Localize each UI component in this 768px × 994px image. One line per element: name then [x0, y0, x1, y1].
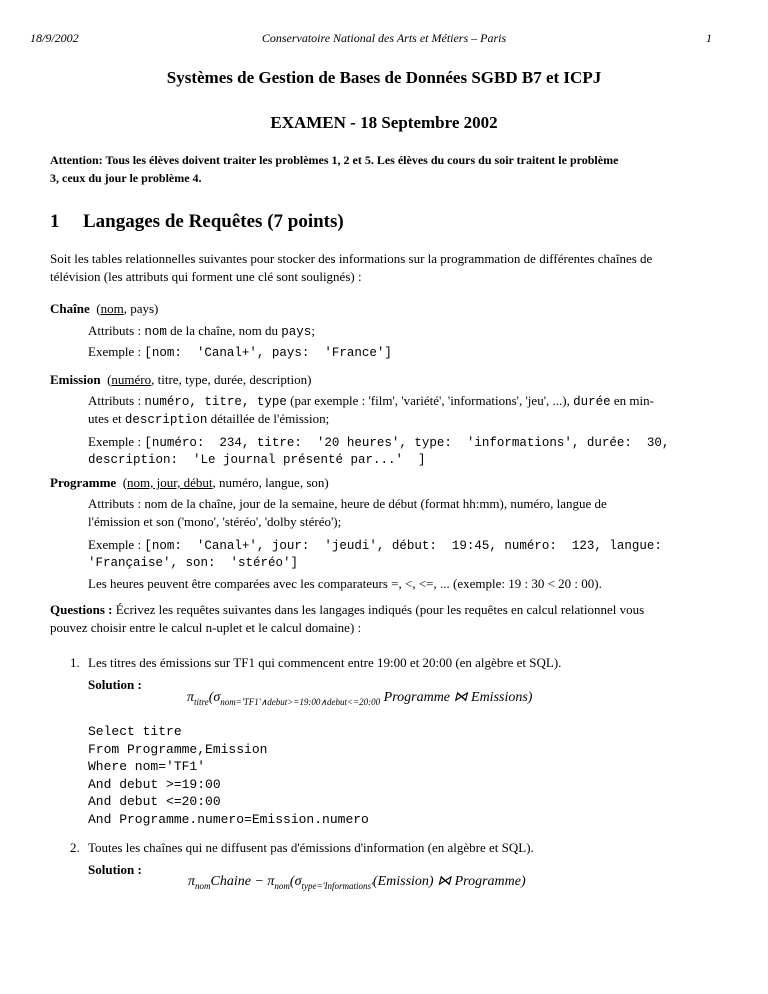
table-chaine-example: Exemple : [nom: 'Canal+', pays: 'France']: [88, 344, 392, 360]
table-columns: , titre, type, durée, description): [151, 372, 312, 387]
attention-line-1: Attention: Tous les élèves doivent traiter les problèmes 1, 2 et 5. Les élèves du cours du soir traitent le problème: [50, 153, 619, 167]
exam-subtitle: EXAMEN - 18 Septembre 2002: [270, 113, 498, 132]
attention-line-2: 3, ceux du jour le problème 4.: [50, 171, 202, 185]
header-page-number: 1: [706, 31, 712, 45]
table-emission-schema: Emission (numéro, titre, type, durée, description): [50, 372, 312, 387]
questions-intro-2: pouvez choisir entre le calcul n-uplet et le calcul domaine) :: [50, 620, 362, 635]
table-columns: , numéro, langue, son): [212, 475, 329, 490]
document-title: Systèmes de Gestion de Bases de Données SGBD B7 et ICPJ: [166, 68, 602, 87]
table-name: Chaîne: [50, 301, 90, 316]
question-2-number: 2.: [70, 840, 80, 855]
section-title: Langages de Requêtes (7 points): [83, 211, 344, 232]
header-institution: Conservatoire National des Arts et Métiers – Paris: [261, 31, 507, 45]
table-programme-note: Les heures peuvent être comparées avec les comparateurs =, <, <=, ... (exemple: 19 : 30 < 20 : 00).: [88, 576, 602, 591]
question-1-sql: Select titre From Programme,Emission Where nom='TF1' And debut >=19:00 And debut <=20:00 And Programme.numero=Emission.numero: [88, 724, 369, 827]
table-chaine-attributes: Attributs : nom de la chaîne, nom du pays;: [88, 323, 315, 339]
table-key: numéro: [111, 372, 152, 387]
table-columns: , pays): [123, 301, 159, 316]
table-key: nom: [100, 301, 124, 316]
table-emission-example-1: Exemple : [numéro: 234, titre: '20 heures', type: 'informations', durée: 30,: [88, 434, 670, 450]
table-programme-attributes-2: l'émission et son ('mono', 'stéréo', 'dolby stéréo');: [88, 514, 342, 529]
question-1-solution-label: Solution :: [88, 677, 142, 692]
question-2-solution-label: Solution :: [88, 862, 142, 877]
table-programme-schema: Programme (nom, jour, début, numéro, langue, son): [50, 475, 329, 490]
table-programme-example-1: Exemple : [nom: 'Canal+', jour: 'jeudi', début: 19:45, numéro: 123, langue:: [88, 537, 662, 553]
question-1-algebra: $\pi_{titre}(\sigma_{nom='TF1'\wedge debut>=19:00\wedge debut<=20:00}$ Programme ⋈ Emissions): [187, 690, 533, 707]
section-intro-line-2: télévision (les attributs qui forment une clé sont soulignés) :: [50, 269, 362, 284]
table-emission-attributes-2: utes et description détaillée de l'émission;: [88, 411, 330, 427]
question-2-text: Toutes les chaînes qui ne diffusent pas d'émissions d'information (en algèbre et SQL).: [88, 840, 534, 855]
header-date: 18/9/2002: [30, 31, 79, 45]
table-emission-example-2: description: 'Le journal présenté par...' ]: [88, 453, 426, 467]
table-programme-attributes-1: Attributs : nom de la chaîne, jour de la semaine, heure de début (format hh:mm), numéro, langue de: [88, 496, 607, 511]
questions-intro-1: Questions : Écrivez les requêtes suivantes dans les langages indiqués (pour les requêtes en calcul relationnel vous: [50, 602, 645, 617]
section-number: 1: [50, 211, 60, 232]
table-emission-attributes-1: Attributs : numéro, titre, type (par exemple : 'film', 'variété', 'informations', 'jeu', ...), durée en min-: [88, 393, 654, 409]
question-2-algebra: $\pi_{nom}Chaine$ − $\pi_{nom}(\sigma_{type='Informations'}(Emission)$ ⋈ Programme): [188, 874, 526, 891]
table-programme-example-2: 'Française', son: 'stéréo']: [88, 556, 299, 570]
question-1-text: Les titres des émissions sur TF1 qui commencent entre 19:00 et 20:00 (en algèbre et SQL).: [88, 655, 562, 670]
section-intro-line-1: Soit les tables relationnelles suivantes pour stocker des informations sur la programmation de différentes chaînes de: [50, 251, 653, 266]
table-chaine-schema: Chaîne (nom, pays): [50, 301, 159, 316]
table-name: Programme: [50, 475, 117, 490]
table-key: nom, jour, début: [127, 475, 213, 490]
table-name: Emission: [50, 372, 101, 387]
question-1-number: 1.: [70, 655, 80, 670]
